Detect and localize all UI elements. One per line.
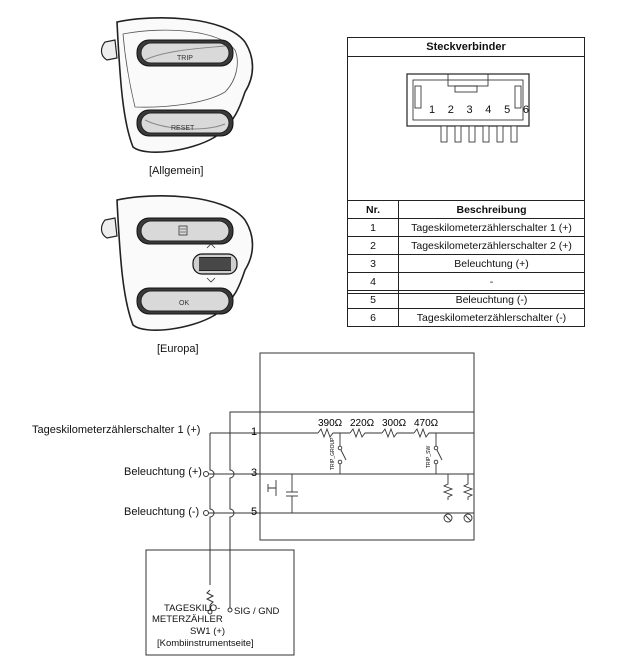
cluster-trip-label-1: TAGESKILO- [164,603,221,614]
pin-number: 2 [447,104,454,116]
pin-number: 3 [466,104,473,116]
switch-tag-trip-sw: TRIP_SW [426,445,432,468]
table-row [348,309,585,327]
pin-label-1: 1 [251,426,258,438]
trip-button-label: TRIP [177,55,193,62]
cell-nr: 6 [348,309,399,327]
caption-europa: [Europa] [157,343,199,355]
switch-tag-trip-group: TRIP_GROUP [330,437,336,470]
pin-number: 4 [485,104,492,116]
table-header-row [348,201,585,219]
table-row [348,237,585,255]
pin-label-5: 5 [251,506,258,518]
cluster-trip-label-2: METERZÄHLER [152,614,223,625]
circuit-diagram [0,350,623,670]
table-row [348,255,585,273]
cell-nr: 5 [348,291,399,309]
cell-beschreibung: Tageskilometerzählerschalter (-) [399,309,585,327]
line-label-trip1: Tageskilometerzählerschalter 1 (+) [32,424,201,436]
cell-nr: 3 [348,255,399,273]
caption-allgemein: [Allgemein] [149,165,204,177]
cell-beschreibung: Tageskilometerzählerschalter 1 (+) [399,219,585,237]
connector-panel [347,37,585,324]
cell-nr: 4 [348,273,399,291]
reset-button-label: RESET [171,125,195,132]
table-row [348,219,585,237]
line-label-illum-plus: Beleuchtung (+) [124,466,202,478]
connector-title: Steckverbinder [348,38,584,57]
column-header-nr: Nr. [348,201,399,219]
cell-nr: 1 [348,219,399,237]
table-row [348,291,585,309]
cell-beschreibung: Tageskilometerzählerschalter 2 (+) [399,237,585,255]
pin-number: 1 [429,104,436,116]
cluster-trip-label-3: SW1 (+) [190,626,226,637]
resistor-value: 300Ω [382,418,407,429]
switch-illustration-europa [95,190,265,340]
cluster-side-label: [Kombiinstrumentseite] [157,638,254,649]
line-label-illum-minus: Beleuchtung (-) [124,506,200,518]
connector-pin-numbers [429,104,529,116]
cell-beschreibung: Beleuchtung (-) [399,291,585,309]
resistor-value: 390Ω [318,418,343,429]
pin-description-table [347,200,585,327]
cell-beschreibung: Beleuchtung (+) [399,255,585,273]
column-header-beschreibung: Beschreibung [399,201,585,219]
pin-label-3: 3 [251,467,258,479]
switch-illustration-allgemein [95,12,265,162]
table-row [348,273,585,291]
cell-nr: 2 [348,237,399,255]
resistor-value: 470Ω [414,418,439,429]
ok-button-label: OK [179,300,190,307]
pin-number: 5 [504,104,511,116]
resistor-value: 220Ω [350,418,375,429]
pin-number: 6 [522,104,529,116]
cell-beschreibung: - [399,273,585,291]
cluster-sig-gnd: SIG / GND [234,606,280,617]
